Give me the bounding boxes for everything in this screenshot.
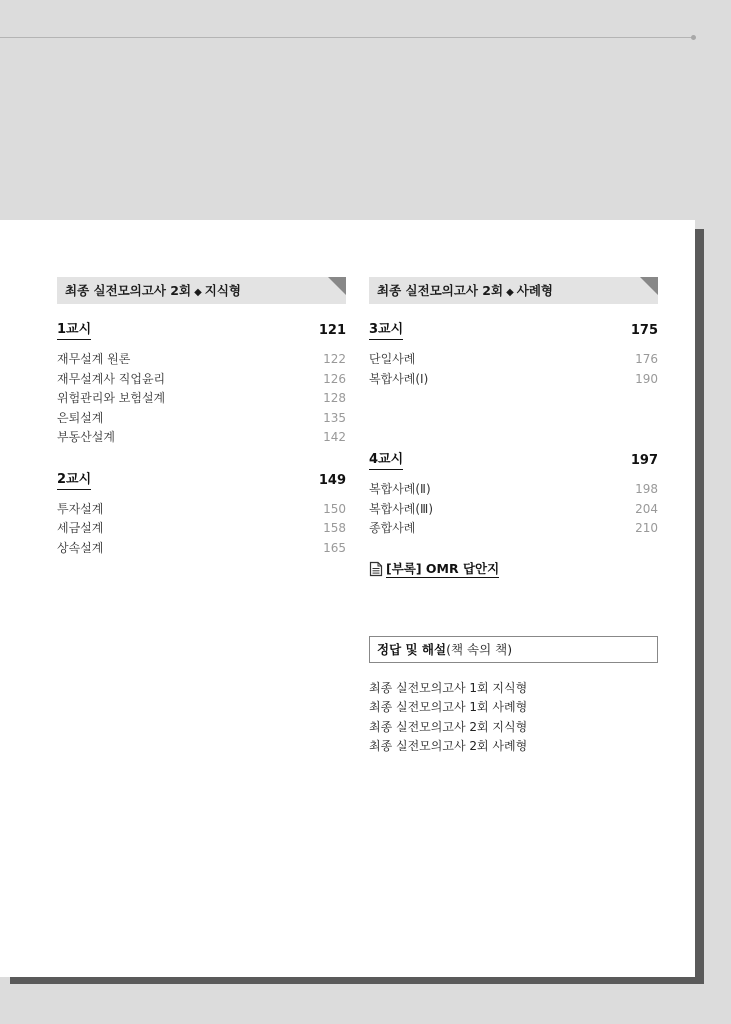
toc-item-label: 복합사례(Ⅲ) [369,501,434,516]
toc-item[interactable] [57,350,346,370]
section-title: 4교시 [369,452,403,470]
section-heading[interactable] [369,452,658,470]
section-page: 175 [630,323,658,338]
toc-item[interactable] [57,519,346,539]
appendix-label: [부록] OMR 답안지 [386,560,500,576]
banner-corner-icon [328,277,346,295]
diamond-separator-icon: ◆ [506,287,514,298]
toc-item-label: 복합사례(Ⅱ) [369,482,431,496]
toc-item[interactable] [57,370,346,390]
diamond-separator-icon: ◆ [194,287,202,298]
left-column [57,277,346,558]
left-banner [57,277,346,304]
left-banner-type: 지식형 [204,283,242,298]
toc-item[interactable] [369,500,658,520]
toc-item-label: 재무설계 원론 [57,352,131,366]
answer-book-title: 정답 및 해설 [377,641,447,657]
toc-item-label: 상속설계 [57,540,104,555]
answer-item[interactable]: 최종 실전모의고사 1회 사례형 [369,700,528,714]
toc-item-label: 부동산설계 [57,430,115,444]
section-title: 2교시 [57,472,91,490]
section-title: 3교시 [369,322,403,340]
section-page: 121 [318,323,346,338]
banner-corner-icon [640,277,658,295]
toc-item-label: 투자설계 [57,501,104,516]
toc-item-page: 204 [635,501,658,516]
toc-item-page: 190 [635,371,658,386]
section-page: 149 [318,472,346,488]
answer-item[interactable]: 최종 실전모의고사 2회 지식형 [369,719,528,734]
toc-item-page: 126 [323,371,346,386]
toc-item-page: 122 [323,352,346,366]
toc-item-page: 210 [635,521,658,535]
toc-item-label: 단일사례 [369,352,416,366]
right-banner [369,277,658,304]
toc-item[interactable] [369,370,658,390]
toc-item[interactable] [369,480,658,500]
toc-item-page: 165 [323,540,346,555]
section-heading[interactable] [369,322,658,340]
section-page: 197 [630,453,658,468]
section-heading[interactable] [57,472,346,490]
top-rule [0,37,692,38]
toc-item-page: 135 [323,410,346,425]
toc-item-label: 종합사례 [369,521,416,535]
section-title: 1교시 [57,322,91,340]
appendix-link[interactable] [369,561,658,578]
answer-item[interactable]: 최종 실전모의고사 2회 사례형 [369,739,528,753]
document-icon [369,561,383,577]
toc-item-label: 위험관리와 보험설계 [57,391,166,405]
toc-item-page: 198 [635,482,658,496]
toc-item[interactable] [57,409,346,429]
section-4 [369,452,658,539]
toc-item-label: 은퇴설계 [57,410,104,425]
toc-item[interactable] [57,428,346,448]
toc-item[interactable] [369,350,658,370]
toc-item-label: 세금설계 [57,521,104,535]
right-banner-type: 사례형 [516,283,554,298]
left-banner-title: 최종 실전모의고사 2회 [65,283,192,298]
top-rule-dot [691,35,696,40]
toc-item-page: 158 [323,521,346,535]
toc-item[interactable] [57,539,346,559]
toc-item-page: 142 [323,430,346,444]
answer-book-list [369,679,658,757]
toc-item-label: 복합사례(Ⅰ) [369,371,429,386]
section-1 [57,322,346,448]
toc-item-page: 128 [323,391,346,405]
answer-item[interactable]: 최종 실전모의고사 1회 지식형 [369,680,528,695]
answer-book-box [369,636,658,663]
section-3 [369,322,658,389]
toc-item[interactable] [369,519,658,539]
toc-item-label: 재무설계사 직업윤리 [57,371,166,386]
right-column [369,277,658,757]
answer-book-subtitle: (책 속의 책) [446,641,513,657]
section-heading[interactable] [57,322,346,340]
right-banner-title: 최종 실전모의고사 2회 [377,283,504,298]
section-2 [57,472,346,559]
toc-item-page: 150 [323,501,346,516]
toc-item-page: 176 [635,352,658,366]
toc-item[interactable] [57,389,346,409]
toc-item[interactable] [57,500,346,520]
